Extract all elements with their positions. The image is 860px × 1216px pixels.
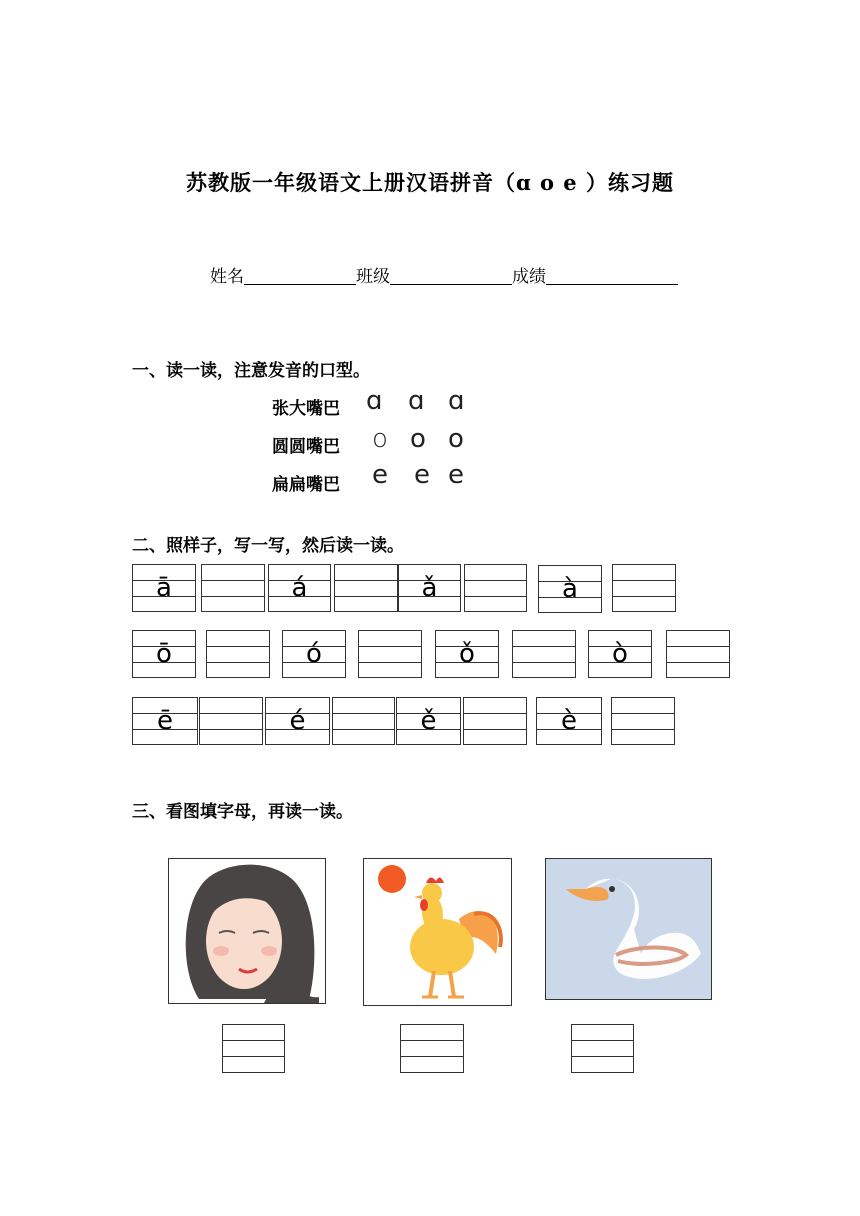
grid-sample: é bbox=[265, 697, 330, 745]
letter-e-2: e bbox=[414, 460, 430, 490]
answer-grid-goose[interactable] bbox=[571, 1024, 634, 1073]
student-info bbox=[210, 262, 678, 287]
grid-blank[interactable] bbox=[334, 564, 398, 612]
class-blank[interactable] bbox=[390, 266, 512, 285]
letter-e-1: e bbox=[372, 460, 388, 490]
section2-heading: 二、照样子，写一写，然后读一读。 bbox=[132, 536, 404, 556]
name-blank[interactable] bbox=[244, 266, 356, 285]
grid-blank[interactable] bbox=[206, 630, 270, 678]
grid-sample: ó bbox=[282, 630, 346, 678]
row-label-wide: 张大嘴巴 bbox=[272, 399, 340, 419]
girl-face-icon bbox=[169, 859, 325, 1003]
grid-blank[interactable] bbox=[611, 697, 675, 745]
letter-o-1: o bbox=[372, 424, 388, 454]
grid-blank[interactable] bbox=[612, 564, 676, 612]
goose-picture bbox=[545, 858, 712, 1000]
grid-sample: ē bbox=[132, 697, 198, 745]
grid-sample: ò bbox=[588, 630, 652, 678]
row-label-round: 圆圆嘴巴 bbox=[272, 437, 340, 457]
answer-grid-rooster[interactable] bbox=[400, 1024, 464, 1073]
grid-sample: à bbox=[538, 565, 602, 613]
letter-o-3: o bbox=[448, 424, 464, 454]
grid-blank[interactable] bbox=[358, 630, 422, 678]
answer-grid-girl[interactable] bbox=[222, 1024, 285, 1073]
section1-heading: 一、读一读，注意发音的口型。 bbox=[132, 361, 370, 381]
grid-sample: ě bbox=[396, 697, 461, 745]
row-label-flat: 扁扁嘴巴 bbox=[272, 475, 340, 495]
section3-heading: 三、看图填字母，再读一读。 bbox=[132, 802, 353, 822]
grid-blank[interactable] bbox=[332, 697, 395, 745]
score-blank[interactable] bbox=[546, 266, 678, 285]
girl-face-picture bbox=[168, 858, 326, 1004]
rooster-picture bbox=[363, 858, 512, 1006]
goose-icon bbox=[546, 859, 711, 999]
grid-blank[interactable] bbox=[464, 564, 527, 612]
grid-sample: ǒ bbox=[435, 630, 499, 678]
grid-blank[interactable] bbox=[463, 697, 527, 745]
letter-a-1: ɑ bbox=[366, 386, 383, 416]
name-label: 姓名 bbox=[210, 267, 244, 287]
rooster-icon bbox=[364, 859, 511, 1005]
grid-blank[interactable] bbox=[666, 630, 730, 678]
grid-sample: è bbox=[536, 697, 602, 745]
score-label: 成绩 bbox=[512, 267, 546, 287]
grid-blank[interactable] bbox=[512, 630, 576, 678]
class-label: 班级 bbox=[356, 267, 390, 287]
grid-blank[interactable] bbox=[199, 697, 263, 745]
letter-o-2: o bbox=[410, 424, 426, 454]
grid-blank[interactable] bbox=[201, 564, 265, 612]
page-title: 苏教版一年级语文上册汉语拼音（ɑ o e ）练习题 bbox=[186, 170, 674, 195]
letter-e-3: e bbox=[448, 460, 464, 490]
grid-sample: ǎ bbox=[398, 564, 461, 612]
grid-sample: ō bbox=[132, 630, 196, 678]
letter-a-2: ɑ bbox=[408, 386, 425, 416]
grid-sample: ā bbox=[132, 564, 196, 612]
letter-a-3: ɑ bbox=[448, 386, 465, 416]
grid-sample: á bbox=[268, 564, 331, 612]
